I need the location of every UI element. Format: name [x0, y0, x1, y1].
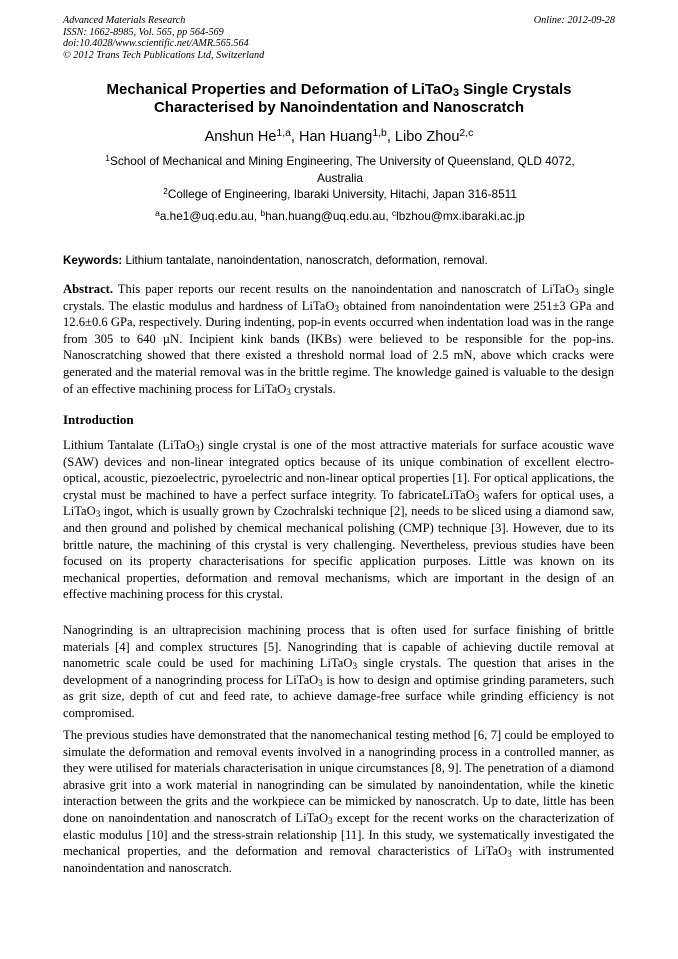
- keywords: [63, 253, 615, 268]
- author-affiliation-mark: 1,a: [276, 127, 291, 139]
- running-header: [63, 15, 615, 61]
- section-heading-introduction: Introduction: [63, 412, 134, 427]
- abstract-label: Abstract.: [63, 282, 114, 296]
- keywords-label: Keywords:: [63, 254, 123, 267]
- paragraph: Lithium Tantalate (LiTaO$_3$) single crystal is one of the most attractive materials for surface acoustic wave (SAW) devices and non-linear integrated optics because of its unique combination of excellent electro-optical, acoustic, piezoelectric, pyroelectric and non-linear optical properties [1]. For optical applications, the crystal must be machined to have a perfect surface integrity. To fabricateLiTaO$_3$ wafers for optical uses, a LiTaO$_3$ ingot, which is usually grown by Czochralski technique [2], needs to be sliced using a diamond saw, and then ground and polished by chemical mechanical polishing (CMP) technique [3]. However, due to its brittle nature, the machining of this crystal is very challenging. Nevertheless, previous studies have been focused on its property characterisations for specific application purposes. Little was known on its mechanical properties, deformation and removal mechanisms, which are important in the design of an effective machining process for this crystal.: [63, 438, 615, 602]
- online-date: Online: 2012-09-28: [533, 15, 615, 26]
- author-name: Anshun He: [204, 129, 277, 145]
- email-list: $^a$a.he1@uq.edu.au, $^b$han.huang@uq.edu.au, $^c$lbzhou@mx.ibaraki.ac.jp: [155, 207, 525, 223]
- affiliation-1: $^1$School of Mechanical and Mining Engineering, The University of Queensland, QLD 4072, Australia: [105, 152, 575, 185]
- copyright-line: © 2012 Trans Tech Publications Ltd, Switzerland: [63, 49, 265, 61]
- issn-line: ISSN: 1662-8985, Vol. 565, pp 564-569: [63, 26, 224, 38]
- email-link[interactable]: a.he1@uq.edu.au: [159, 209, 254, 223]
- email-link[interactable]: lbzhou@mx.ibaraki.ac.jp: [396, 209, 525, 223]
- affiliation-2: $^2$College of Engineering, Ibaraki University, Hitachi, Japan 316-8511: [163, 185, 517, 201]
- author-affiliation-mark: 2,c: [459, 127, 474, 139]
- paragraph: The previous studies have demonstrated that the nanomechanical testing method [6, 7] could be employed to simulate the deformation and removal events involved in a nanogrinding process in a controlled manner, as they were utilised for materials characterisation in unique circumstances [8, 9]. The penetration of a diamond abrasive grit into a work material in nanogrinding can be simulated by nanoindentation, while the kinetic interaction between the grits and the workpiece can be mimicked by nanoscratch. Up to date, little has been done on nanoindentation and nanoscratch of LiTaO$_3$ except for the recent works on the characterization of elastic modulus [10] and the stress-strain relationship [11]. In this study, we systematically investigated the mechanical properties, and the deformation and removal characteristics of LiTaO$_3$ with instrumented nanoindentation and nanoscratch.: [63, 728, 614, 875]
- author-name: Han Huang: [298, 129, 373, 145]
- author-affiliation-mark: 1,b: [372, 127, 387, 139]
- doi-line: doi:10.4028/www.scientific.net/AMR.565.564: [63, 38, 249, 50]
- keywords-text: Lithium tantalate, nanoindentation, nanoscratch, deformation, removal.: [122, 254, 488, 267]
- title-line-1: Mechanical Properties and Deformation of LiTaO$_3$ Single Crystals: [106, 81, 572, 100]
- journal-name: Advanced Materials Research: [63, 15, 186, 26]
- title-line-2: Characterised by Nanoindentation and Nanoscratch: [153, 99, 525, 116]
- author-list: Anshun He$^{1,a}$, Han Huang$^{1,b}$, Libo Zhou$^{2,c}$: [204, 127, 474, 145]
- paragraph: Nanogrinding is an ultraprecision machining process that is often used for surface finishing of brittle materials [4] and complex structures [5]. Nanogrinding that is capable of achieving ductile removal at nanometric scale could be used for machining LiTaO$_3$ single crystals. The question that arises in the development of a nanogrinding process for LiTaO$_3$ is how to design and optimise grinding parameters, such as grit size, depth of cut and feed rate, to achieve damage-free surface while grinding efficiency is not compromised.: [63, 623, 615, 720]
- email-link[interactable]: han.huang@uq.edu.au: [265, 209, 386, 223]
- author-name: Libo Zhou: [394, 129, 460, 145]
- abstract: Abstract. This paper reports our recent results on the nanoindentation and nanoscratch of LiTaO$_3$ single crystals. The elastic modulus and hardness of LiTaO$_3$ obtained from nanoindentation were 251±3 GPa and 12.6±0.6 GPa, respectively. During indenting, pop-in events occurred when indentation load was in the range from 305 to 640 µN. Incipient kink bands (IKBs) were believed to be responsible for the pop-ins. Nanoscratching showed that there existed a threshold normal load of 2.5 mN, above which cracks were generated and the material removal was in the brittle regime. The knowledge gained is valuable to the design of an effective machining process for LiTaO$_3$ crystals.: [63, 282, 614, 397]
- paper-title: [40, 81, 638, 117]
